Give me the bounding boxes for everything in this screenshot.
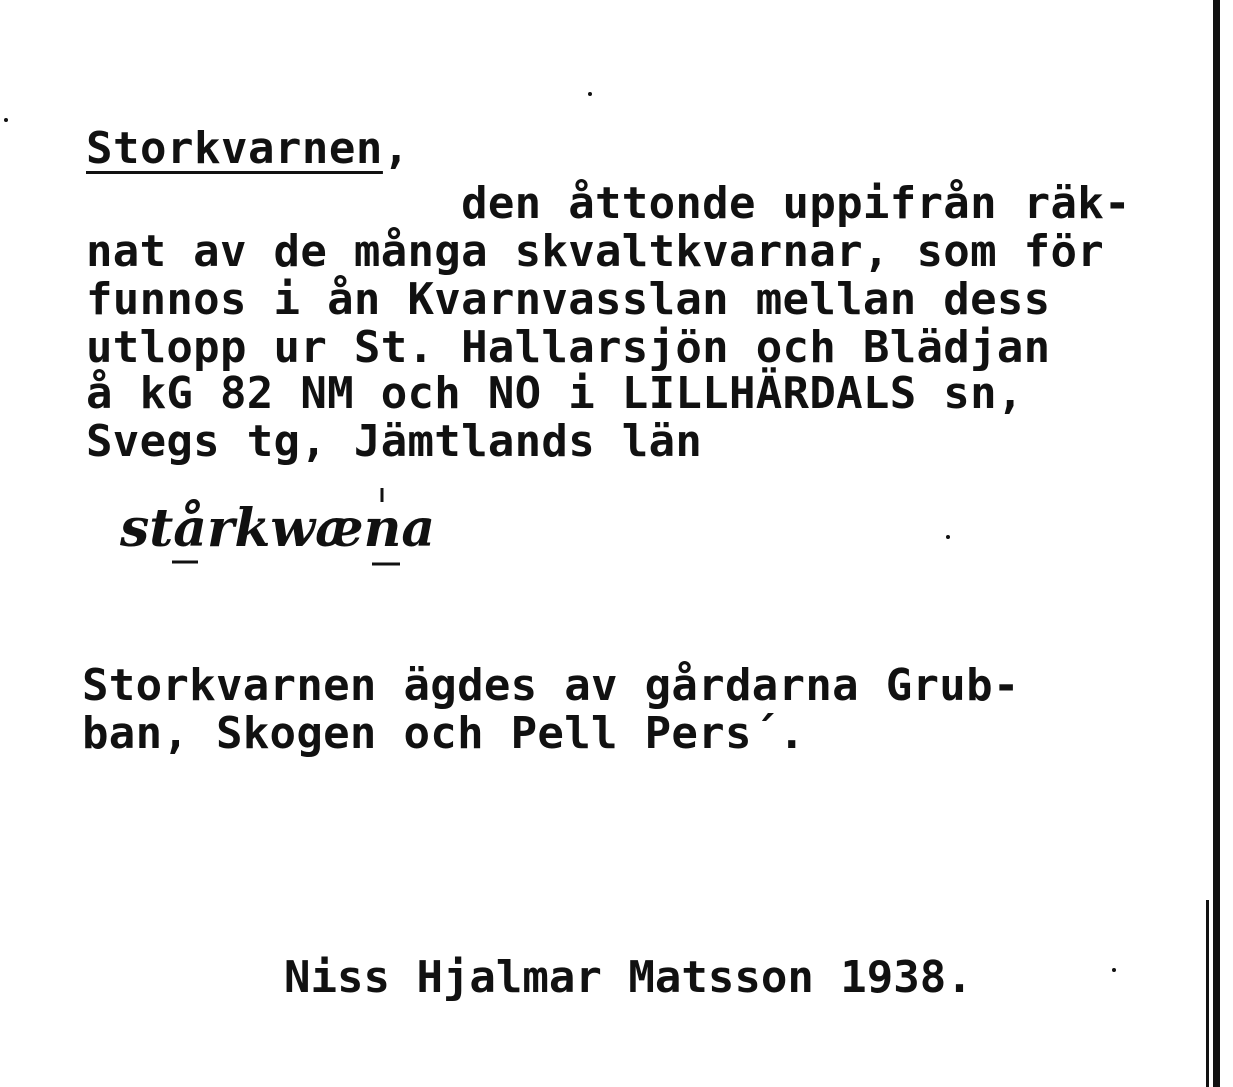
card-heading xyxy=(86,124,410,174)
handwritten-pronunciation xyxy=(116,484,476,574)
paragraph1-line: funnos i ån Kvarnvasslan mellan dess xyxy=(86,274,1051,325)
heading-word: Storkvarnen xyxy=(86,123,383,174)
handwritten-word: stårkwæna xyxy=(120,498,436,559)
signature-line: Niss Hjalmar Matsson 1938. xyxy=(284,952,973,1003)
card-edge-line xyxy=(1213,0,1220,1087)
paragraph1-line: den åttonde uppifrån räk- xyxy=(86,178,1131,229)
paragraph1-line: å kG 82 NM och NO i LILLHÄRDALS sn, xyxy=(86,368,1024,419)
scan-speck xyxy=(4,118,8,122)
paragraph2-line: Storkvarnen ägdes av gårdarna Grub- xyxy=(82,660,1020,711)
card-edge-line-lower xyxy=(1206,900,1209,1087)
heading-comma: , xyxy=(382,123,410,174)
scan-speck xyxy=(1112,968,1116,972)
scan-speck xyxy=(588,92,592,96)
paragraph1-line: nat av de många skvaltkvarnar, som för xyxy=(86,226,1105,277)
paragraph1-line: utlopp ur St. Hallarsjön och Blädjan xyxy=(86,322,1051,373)
paragraph1-line: Svegs tg, Jämtlands län xyxy=(86,416,703,467)
scan-speck xyxy=(946,535,950,539)
paragraph2-line: ban, Skogen och Pell Pers´. xyxy=(82,708,806,759)
